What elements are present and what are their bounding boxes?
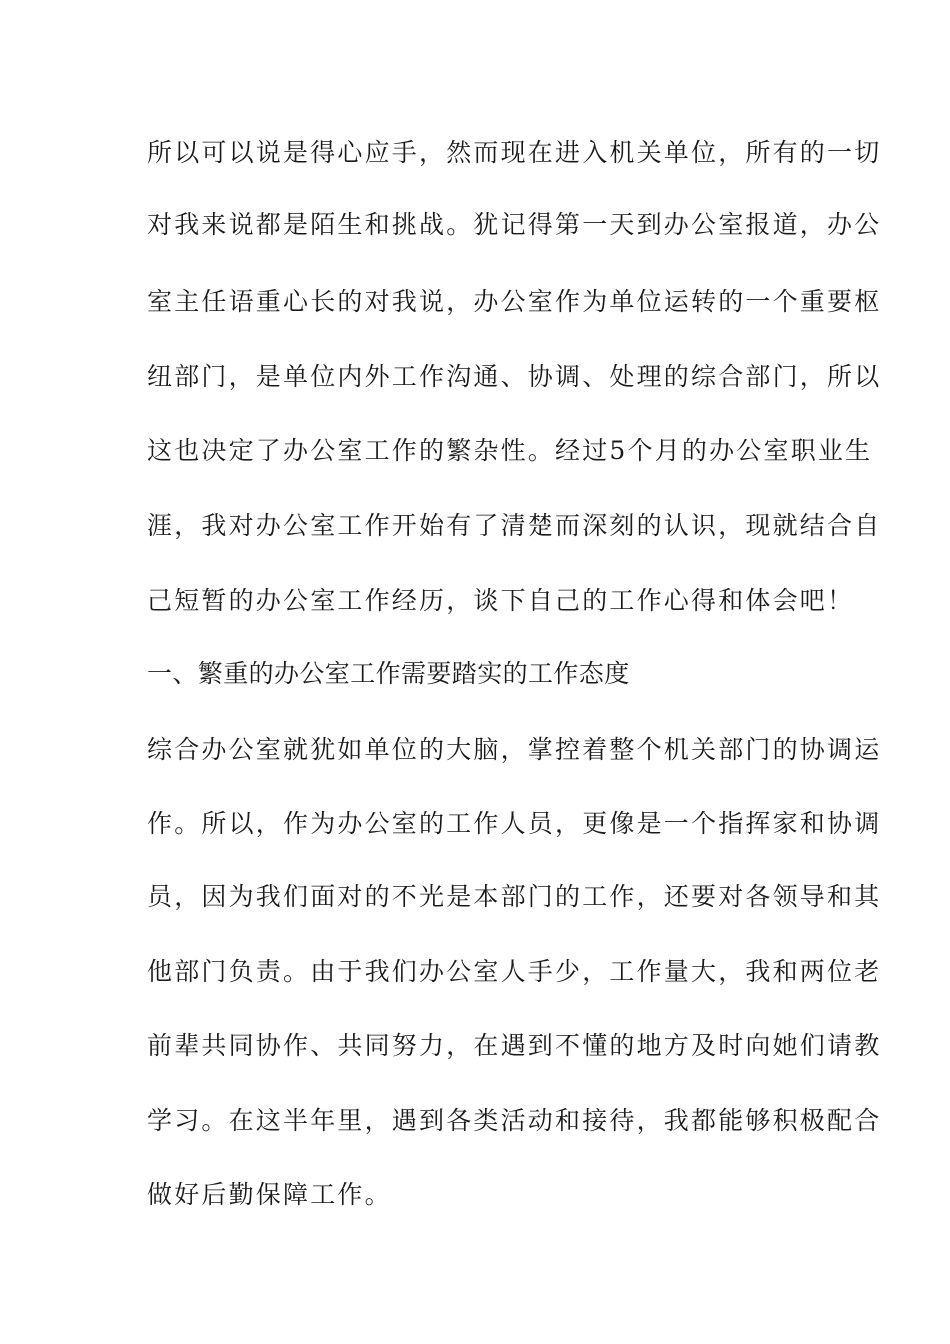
paragraph-line-3: 室主任语重心长的对我说，办公室作为单位运转的一个重要枢 — [147, 287, 882, 316]
paragraph-line-4: 纽部门，是单位内外工作沟通、协调、处理的综合部门，所以 — [147, 362, 882, 391]
paragraph-line-8: 综合办公室就犹如单位的大脑，掌控着整个机关部门的协调运 — [147, 735, 882, 764]
paragraph-line-11: 他部门负责。由于我们办公室人手少，工作量大，我和两位老 — [147, 957, 882, 986]
paragraph-line-12: 前辈共同协作、共同努力，在遇到不懂的地方及时向她们请教 — [147, 1031, 882, 1060]
paragraph-line-6: 涯，我对办公室工作开始有了清楚而深刻的认识，现就结合自 — [147, 511, 882, 540]
paragraph-line-7: 己短暂的办公室工作经历，谈下自己的工作心得和体会吧！ — [147, 586, 855, 615]
paragraph-line-14: 做好后勤保障工作。 — [147, 1180, 392, 1209]
paragraph-line-10: 员，因为我们面对的不光是本部门的工作，还要对各领导和其 — [147, 882, 882, 911]
paragraph-line-2: 对我来说都是陌生和挑战。犹记得第一天到办公室报道，办公 — [147, 210, 882, 239]
paragraph-line-5: 这也决定了办公室工作的繁杂性。经过5个月的办公室职业生 — [147, 436, 873, 465]
paragraph-line-9: 作。所以，作为办公室的工作人员，更像是一个指挥家和协调 — [147, 809, 882, 838]
paragraph-line-13: 学习。在这半年里，遇到各类活动和接待，我都能够积极配合 — [147, 1106, 882, 1135]
section-heading: 一、繁重的办公室工作需要踏实的工作态度 — [147, 659, 630, 688]
paragraph-line-1: 所以可以说是得心应手，然而现在进入机关单位，所有的一切 — [147, 138, 882, 167]
